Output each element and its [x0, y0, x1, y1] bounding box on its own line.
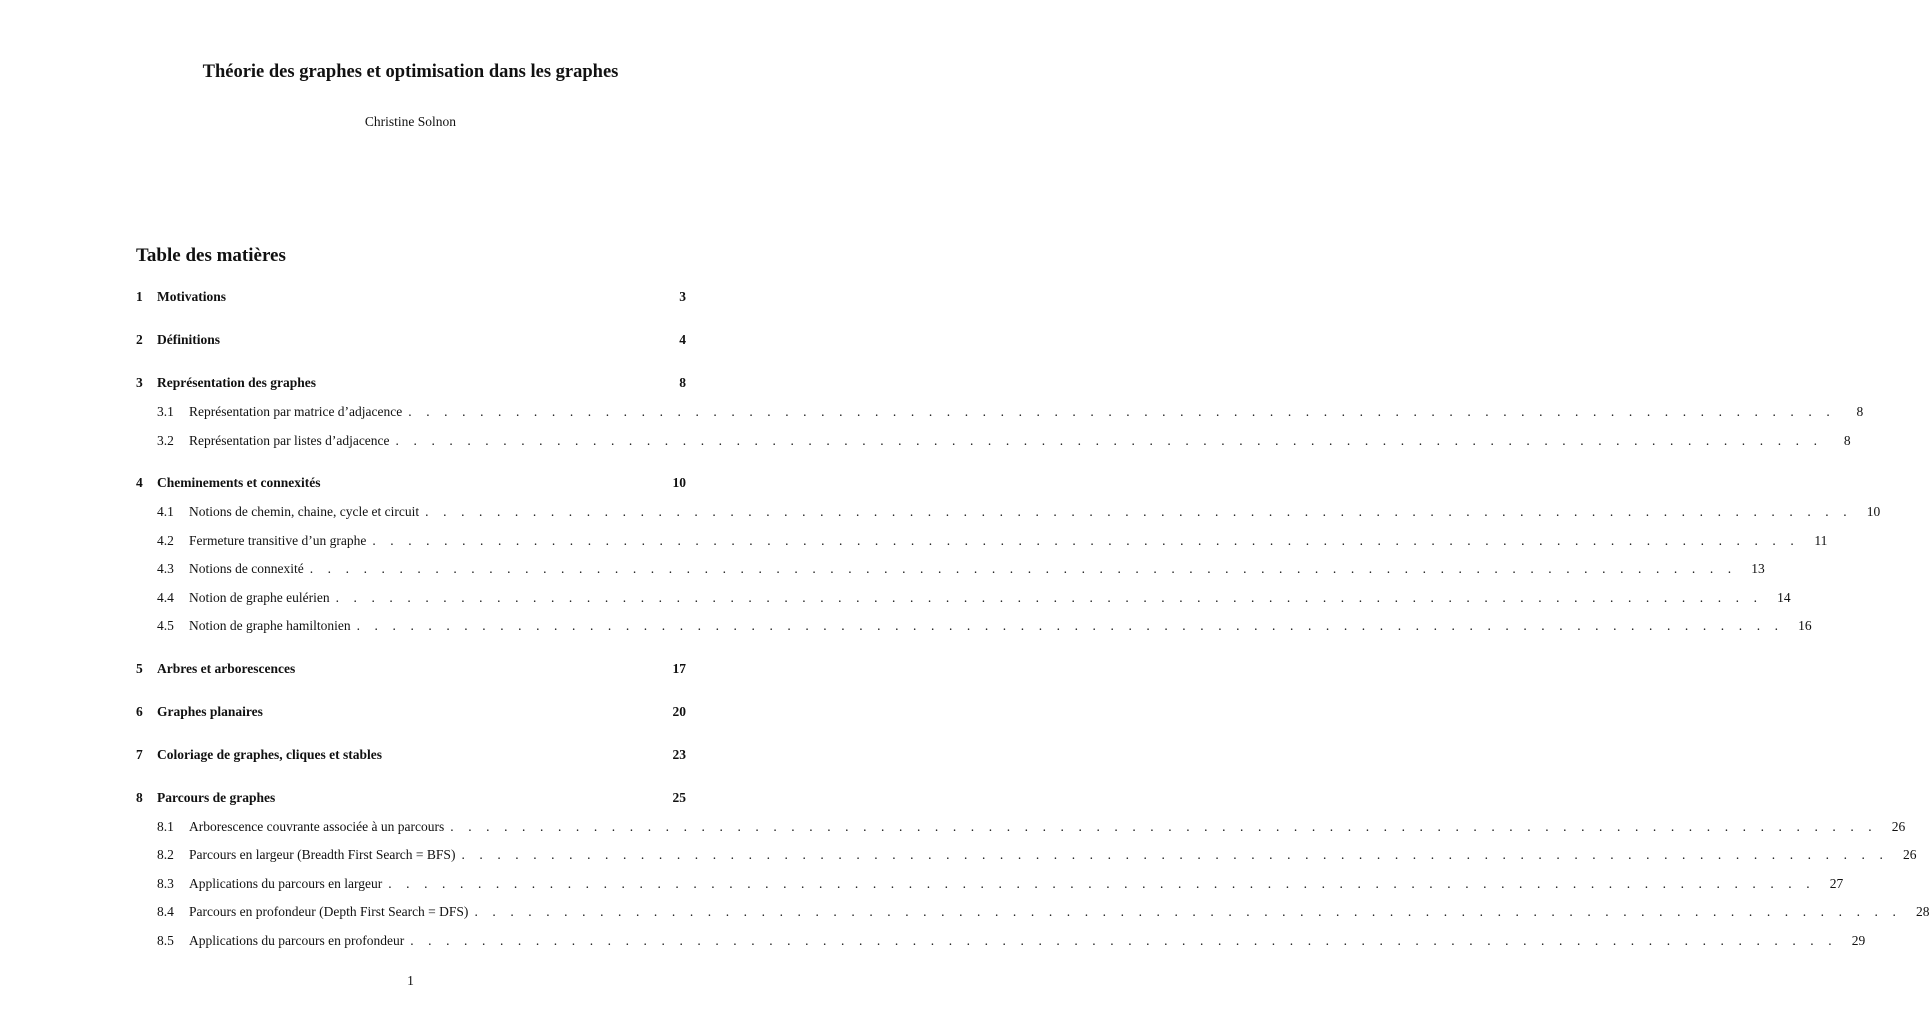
- toc-section-entry[interactable]: [136, 332, 686, 361]
- subsection-title: Parcours en profondeur (Depth First Search = DFS): [189, 904, 469, 919]
- toc-section-entry[interactable]: [136, 661, 686, 690]
- section-title: Coloriage de graphes, cliques et stables: [157, 746, 382, 762]
- dot-leader: . . . . . . . . . . . . . . . . . . . . . . . . . . . . . . . . . . . . . . . . . . . . . . . . . . . . . . . . . . . . . . . . . . . . . . . . . . . . . . . .: [408, 404, 1836, 419]
- subsection-number: 8.2: [157, 847, 174, 862]
- section-page-number: 3: [679, 289, 686, 304]
- section-page-number: 8: [679, 375, 686, 390]
- toc-subsection-entry[interactable]: [136, 532, 1828, 562]
- subsection-title: Représentation par matrice d’adjacence: [189, 404, 403, 419]
- section-number: 1: [136, 289, 143, 304]
- section-title: Représentation des graphes: [157, 375, 316, 390]
- document-author: Christine Solnon: [364, 114, 457, 129]
- section-number: 8: [136, 789, 143, 805]
- toc-subsection-entry[interactable]: [136, 561, 1765, 590]
- subsection-number: 8.3: [157, 875, 174, 891]
- subsection-page-number: 8: [1856, 404, 1864, 419]
- subsection-page-number: 27: [1829, 875, 1844, 891]
- dot-leader: . . . . . . . . . . . . . . . . . . . . . . . . . . . . . . . . . . . . . . . . . . . . . . . . . . . . . . . . . . . . . . . . . . . . . . . . . . . . . . . .: [474, 904, 1902, 919]
- subsection-page-number: 26: [1902, 847, 1917, 862]
- section-title: Cheminements et connexités: [157, 475, 321, 490]
- section-page-number: 17: [672, 660, 686, 676]
- section-page-number: 20: [672, 703, 686, 719]
- toc-section-entry[interactable]: [136, 475, 686, 504]
- subsection-page-number: 16: [1798, 618, 1812, 633]
- toc-section: [136, 661, 686, 690]
- toc-section: [136, 747, 686, 776]
- subsection-title: Fermeture transitive d’un graphe: [189, 532, 367, 548]
- toc-section-entry[interactable]: [136, 289, 686, 318]
- subsection-page-number: 8: [1843, 432, 1851, 448]
- dot-leader: . . . . . . . . . . . . . . . . . . . . . . . . . . . . . . . . . . . . . . . . . . . . . . . . . . . . . . . . . . . . . . . . . . . . . . . . . . . . . . . .: [395, 432, 1823, 448]
- toc-section: [136, 332, 686, 361]
- subsection-number: 8.5: [157, 932, 174, 948]
- section-page-number: 4: [679, 332, 686, 347]
- dot-leader: . . . . . . . . . . . . . . . . . . . . . . . . . . . . . . . . . . . . . . . . . . . . . . . . . . . . . . . . . . . . . . . . . . . . . . . . . . . . . . . .: [425, 504, 1853, 519]
- dot-leader: . . . . . . . . . . . . . . . . . . . . . . . . . . . . . . . . . . . . . . . . . . . . . . . . . . . . . . . . . . . . . . . . . . . . . . . . . . . . . . . .: [461, 847, 1889, 862]
- toc-section: [136, 289, 686, 318]
- subsection-number: 8.1: [157, 818, 174, 834]
- toc-subsection-entry[interactable]: [136, 589, 1791, 619]
- subsection-page-number: 29: [1851, 932, 1866, 948]
- subsection-page-number: 26: [1891, 818, 1906, 834]
- subsection-title: Arborescence couvrante associée à un parcours: [189, 818, 445, 834]
- subsection-page-number: 11: [1814, 532, 1828, 548]
- toc-subsection-entry[interactable]: [136, 432, 1851, 462]
- dot-leader: . . . . . . . . . . . . . . . . . . . . . . . . . . . . . . . . . . . . . . . . . . . . . . . . . . . . . . . . . . . . . . . . . . . . . . . . . . . . . . . .: [388, 875, 1816, 891]
- section-number: 7: [136, 746, 143, 762]
- subsection-page-number: 28: [1915, 904, 1929, 919]
- dot-leader: . . . . . . . . . . . . . . . . . . . . . . . . . . . . . . . . . . . . . . . . . . . . . . . . . . . . . . . . . . . . . . . . . . . . . . . . . . . . . . . .: [450, 818, 1878, 834]
- section-number: 3: [136, 375, 143, 390]
- section-title: Arbres et arborescences: [157, 660, 296, 676]
- toc-subsection-entry[interactable]: [136, 818, 1906, 848]
- subsection-page-number: 14: [1777, 589, 1791, 605]
- toc-section-entry[interactable]: [136, 747, 686, 776]
- subsection-title: Représentation par listes d’adjacence: [189, 432, 390, 448]
- section-title: Définitions: [157, 332, 221, 347]
- section-number: 5: [136, 660, 143, 676]
- document-title: Théorie des graphes et optimisation dans les graphes: [202, 62, 619, 82]
- subsection-number: 3.1: [157, 404, 174, 419]
- section-page-number: 10: [672, 475, 686, 490]
- dot-leader: . . . . . . . . . . . . . . . . . . . . . . . . . . . . . . . . . . . . . . . . . . . . . . . . . . . . . . . . . . . . . . . . . . . . . . . . . . . . . . . .: [410, 932, 1838, 948]
- subsection-number: 4.1: [157, 504, 174, 519]
- subsection-title: Notion de graphe hamiltonien: [189, 618, 351, 633]
- section-number: 2: [136, 332, 143, 347]
- subsection-title: Applications du parcours en largeur: [189, 875, 383, 891]
- toc-section: [136, 704, 686, 733]
- toc-subsection-entry[interactable]: [136, 875, 1844, 905]
- subsection-number: 4.4: [157, 589, 174, 605]
- toc-subsection-entry[interactable]: [136, 847, 1917, 876]
- section-number: 4: [136, 475, 143, 490]
- section-title: Graphes planaires: [157, 703, 263, 719]
- subsection-number: 4.5: [157, 618, 174, 633]
- dot-leader: . . . . . . . . . . . . . . . . . . . . . . . . . . . . . . . . . . . . . . . . . . . . . . . . . . . . . . . . . . . . . . . . . . . . . . . . . . . . . . . .: [356, 618, 1784, 633]
- section-number: 6: [136, 703, 143, 719]
- page-number: 1: [407, 973, 414, 988]
- subsection-page-number: 10: [1866, 504, 1881, 519]
- section-title: Motivations: [157, 289, 226, 304]
- toc-section: [136, 789, 1929, 962]
- dot-leader: . . . . . . . . . . . . . . . . . . . . . . . . . . . . . . . . . . . . . . . . . . . . . . . . . . . . . . . . . . . . . . . . . . . . . . . . . . . . . . . .: [309, 561, 1737, 576]
- toc-section-entry[interactable]: [136, 375, 686, 404]
- subsection-title: Notions de chemin, chaine, cycle et circuit: [189, 504, 420, 519]
- toc-subsection-entry[interactable]: [136, 404, 1864, 433]
- toc-heading: Table des matières: [136, 245, 286, 266]
- toc-subsection-entry[interactable]: [136, 504, 1881, 533]
- subsection-title: Parcours en largeur (Breadth First Search = BFS): [189, 847, 456, 862]
- subsection-page-number: 13: [1751, 561, 1765, 576]
- toc-section: [136, 475, 1881, 647]
- table-of-contents: [136, 289, 1929, 975]
- subsection-number: 4.3: [157, 561, 174, 576]
- toc-section-entry[interactable]: [136, 704, 686, 733]
- subsection-number: 3.2: [157, 432, 174, 448]
- toc-section: [136, 375, 1864, 461]
- section-title: Parcours de graphes: [157, 789, 276, 805]
- toc-subsection-entry[interactable]: [136, 618, 1812, 647]
- subsection-number: 4.2: [157, 532, 174, 548]
- dot-leader: . . . . . . . . . . . . . . . . . . . . . . . . . . . . . . . . . . . . . . . . . . . . . . . . . . . . . . . . . . . . . . . . . . . . . . . . . . . . . . . .: [335, 589, 1763, 605]
- subsection-title: Notion de graphe eulérien: [189, 589, 330, 605]
- section-page-number: 23: [672, 746, 686, 762]
- toc-section-entry[interactable]: [136, 790, 686, 819]
- dot-leader: . . . . . . . . . . . . . . . . . . . . . . . . . . . . . . . . . . . . . . . . . . . . . . . . . . . . . . . . . . . . . . . . . . . . . . . . . . . . . . . .: [372, 532, 1800, 548]
- subsection-title: Notions de connexité: [189, 561, 304, 576]
- subsection-title: Applications du parcours en profondeur: [189, 932, 405, 948]
- toc-subsection-entry[interactable]: [136, 932, 1866, 962]
- subsection-number: 8.4: [157, 904, 174, 919]
- toc-subsection-entry[interactable]: [136, 904, 1929, 933]
- section-page-number: 25: [672, 789, 686, 805]
